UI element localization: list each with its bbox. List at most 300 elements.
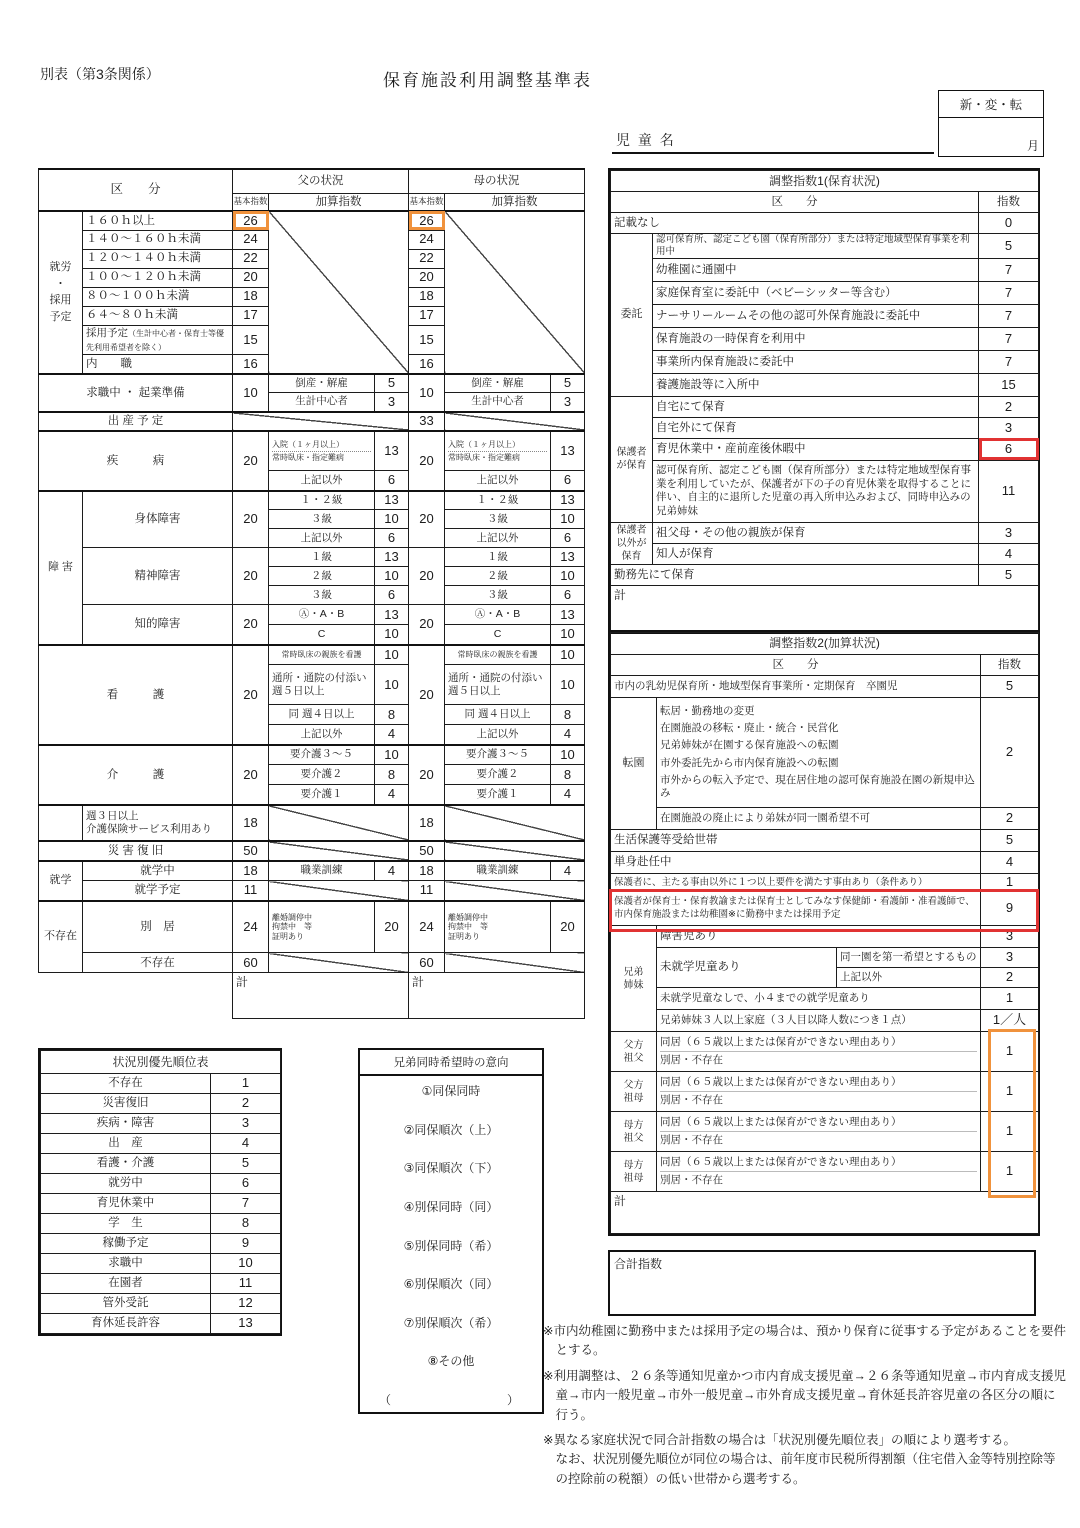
father-basic-value: 16 — [233, 355, 269, 374]
add-value: 13 — [375, 548, 409, 567]
row-label: 認可保育所、認定こども園（保育所部分）または特定地域型保育事業を利用中 — [653, 234, 979, 259]
index-value: 7 — [979, 258, 1039, 281]
add-value: 6 — [551, 529, 585, 548]
group-siblings: 兄弟 姉妹 — [611, 926, 657, 1032]
mother-basic-value-highlighted: 26 — [409, 211, 445, 230]
priority-label: 不存在 — [41, 1074, 211, 1094]
add-label: 倒産・解雇 — [445, 374, 551, 393]
col-header-add: 加算指数 — [269, 193, 409, 211]
row-label-care: 介 護 — [39, 745, 233, 805]
priority-rank: 5 — [211, 1154, 281, 1174]
add-value: 13 — [551, 491, 585, 510]
add-value: 6 — [375, 529, 409, 548]
add-value: 4 — [551, 725, 585, 745]
row-label: 在園施設の廃止により弟妹が同一園希望不可 — [657, 808, 981, 830]
footnote-3: ※異なる家庭状況で同合計指数の場合は「状況別優先順位表」の順により選考する。 — [543, 1432, 1016, 1447]
month-label: 月 — [1026, 139, 1039, 153]
father-basic-value: 18 — [233, 805, 269, 841]
add-value: 4 — [375, 725, 409, 745]
diagonal-cell — [445, 881, 585, 901]
index-value: 3 — [981, 926, 1039, 948]
col-header-add: 加算指数 — [445, 193, 585, 211]
father-basic-value: 20 — [233, 745, 269, 805]
mother-basic-value: 18 — [409, 861, 445, 881]
add-label: 要介護１ — [445, 785, 551, 805]
doc-reference: 別表（第3条関係） — [40, 66, 160, 82]
index-value: 3 — [979, 417, 1039, 438]
add-label: 上記以外 — [269, 529, 375, 548]
add-value: 10 — [375, 625, 409, 645]
priority-label: 育休延長許容 — [41, 1314, 211, 1334]
father-basic-value: 20 — [233, 548, 269, 605]
add-label: 同 週４日以上 — [445, 705, 551, 725]
row-label: 保護者に、主たる事由以外に１つ以上要件を満たす事由あり（条件あり） — [611, 874, 981, 892]
row-label: 単身赴任中 — [611, 852, 981, 874]
add-value: 4 — [551, 861, 585, 881]
sibling-option-other-blank: （ ） — [378, 1393, 523, 1407]
row-label: 不存在 — [83, 953, 233, 973]
priority-label: 出 産 — [41, 1134, 211, 1154]
month-cell — [939, 118, 1043, 156]
row-label: 兄弟姉妹３人以上家庭（３人目以降人数につき１点） — [657, 1010, 981, 1032]
index-value: 5 — [981, 676, 1039, 698]
add-label: １級 — [269, 548, 375, 567]
index-value: 7 — [979, 281, 1039, 304]
child-name-underline — [612, 152, 934, 154]
sibling-option: ⑥別保順次（同） — [403, 1277, 499, 1292]
add-value: 20 — [375, 901, 409, 953]
father-basic-value-highlighted: 26 — [233, 211, 269, 230]
row-label: 同居（６５歳以上または保育ができない理由あり） 別居・不存在 — [657, 1112, 981, 1152]
index-value: 4 — [979, 543, 1039, 564]
adjustment-index2-table — [608, 630, 1040, 1236]
mother-basic-value: 24 — [409, 901, 445, 953]
add-label: Ⓐ・A・B — [445, 605, 551, 625]
row-label: １６０ｈ以上 — [83, 211, 233, 230]
sibling-intent-table — [358, 1048, 544, 1414]
mother-basic-value: 15 — [409, 325, 445, 355]
index-value-highlighted: 6 — [979, 438, 1039, 460]
index-value: 0 — [979, 213, 1039, 234]
priority-rank: 10 — [211, 1254, 281, 1274]
add-label: 入院（１ヶ月以上） 常時臥床・指定難病 — [269, 431, 375, 471]
mother-basic-value: 20 — [409, 431, 445, 491]
total-index-box — [608, 1250, 1036, 1316]
adj2-title: 調整指数2(加算状況) — [611, 633, 1039, 655]
group-guardian-care: 保護者 が保育 — [611, 396, 653, 522]
add-label: Ⓐ・A・B — [269, 605, 375, 625]
adj1-title: 調整指数1(保育状況) — [611, 171, 1039, 192]
index-value: 4 — [981, 852, 1039, 874]
mother-basic-value: 20 — [409, 605, 445, 645]
add-label: 離婚調停中 拘禁中 等 証明あり — [269, 901, 375, 953]
add-label: １・２級 — [269, 491, 375, 510]
row-label: ６４～８０ｈ未満 — [83, 306, 233, 325]
row-label: 精神障害 — [83, 548, 233, 605]
add-label: 要介護３～５ — [269, 745, 375, 765]
row-label: １００～１２０ｈ未満 — [83, 268, 233, 287]
sibling-option: ④別保同時（同） — [403, 1199, 499, 1214]
add-value: 20 — [551, 901, 585, 953]
priority-rank: 13 — [211, 1314, 281, 1334]
row-label: 就学予定 — [83, 881, 233, 901]
diagonal-cell — [269, 805, 409, 841]
add-value: 13 — [375, 431, 409, 471]
row-label: 事業所内保育施設に委託中 — [653, 350, 979, 373]
row-label-jobseek: 求職中 ・ 起業準備 — [39, 374, 233, 412]
index-value: 1 — [981, 1032, 1039, 1072]
mother-basic-value: 20 — [409, 645, 445, 745]
add-label: C — [445, 625, 551, 645]
add-value: 13 — [375, 491, 409, 510]
row-label: 別 居 — [83, 901, 233, 953]
priority-label: 学 生 — [41, 1214, 211, 1234]
footnote-2: ※利用調整は、２６条等通知児童かつ市内育成支援児童→２６条等通知児童→市内育成支援児童→市内一般児童→市外一般児童→市外育成支援児童→育休延長許容児童の各区分の順に行う。 — [543, 1368, 1066, 1422]
priority-label: 在園者 — [41, 1274, 211, 1294]
parent-status-table — [38, 168, 585, 1019]
row-label: ８０～１００ｈ未満 — [83, 287, 233, 306]
add-label: 上記以外 — [269, 725, 375, 745]
row-label: 生活保護等受給世帯 — [611, 830, 981, 852]
priority-label: 看護・介護 — [41, 1154, 211, 1174]
father-basic-value: 15 — [233, 325, 269, 355]
row-label-illness: 疾 病 — [39, 431, 233, 491]
mother-basic-value: 24 — [409, 230, 445, 249]
add-value: 8 — [551, 765, 585, 785]
add-value: 13 — [551, 605, 585, 625]
add-label: 入院（１ヶ月以上） 常時臥床・指定難病 — [445, 431, 551, 471]
add-label: 同 週４日以上 — [269, 705, 375, 725]
adjustment-index1-table — [608, 168, 1040, 634]
father-basic-value: 20 — [233, 605, 269, 645]
adj1-kubun-header: 区 分 — [611, 192, 979, 213]
add-value: 13 — [375, 605, 409, 625]
row-label: 知的障害 — [83, 605, 233, 645]
priority-title: 状況別優先順位表 — [41, 1051, 281, 1074]
mother-basic-value: 18 — [409, 287, 445, 306]
row-sublabel: 同一園を第一希望とするもの — [837, 948, 981, 968]
row-label: １４０～１６０ｈ未満 — [83, 230, 233, 249]
group-paternal-grandfather: 父方 祖父 — [611, 1032, 657, 1072]
add-label: 常時臥床の親族を看護 — [445, 645, 551, 665]
mother-basic-value: 18 — [409, 805, 445, 841]
row-label: 未就学児童なしで、小４までの就学児童あり — [657, 988, 981, 1010]
add-value: 4 — [375, 861, 409, 881]
index-value: 3 — [979, 522, 1039, 543]
father-basic-value: 50 — [233, 841, 269, 861]
row-label: 身体障害 — [83, 491, 233, 548]
adj2-index-header: 指数 — [981, 655, 1039, 676]
empty-group-cell — [39, 805, 83, 841]
mother-basic-value: 33 — [409, 412, 445, 431]
add-label: 生計中心者 — [445, 393, 551, 412]
add-value: 10 — [375, 510, 409, 529]
total-index-label: 合計指数 — [614, 1257, 663, 1271]
row-label-childcare-worker: 保護者が保育士・保育教諭または保育士としてみなす保健師・看護師・准看護師で、市内保育施設または幼稚園※に勤務中または採用予定 — [611, 892, 981, 926]
sibling-intent-title: 兄弟同時希望時の意向 — [360, 1050, 542, 1076]
group-consign: 委託 — [611, 234, 653, 397]
add-label: 職業訓練 — [269, 861, 375, 881]
row-label-parental-leave: 育児休業中・産前産後休暇中 — [653, 438, 979, 460]
application-type-label: 新・変・転 — [939, 91, 1043, 118]
add-value: 10 — [551, 745, 585, 765]
index-value: 7 — [979, 327, 1039, 350]
add-value: 13 — [551, 548, 585, 567]
row-label-careservice: 週３日以上 介護保険サービス利用あり — [83, 805, 233, 841]
add-value: 10 — [551, 510, 585, 529]
add-label: 生計中心者 — [269, 393, 375, 412]
add-value: 10 — [375, 567, 409, 586]
doc-title: 保育施設利用調整基準表 — [383, 71, 592, 90]
adj2-total-cell: 計 — [611, 1192, 1039, 1234]
add-value: 10 — [375, 745, 409, 765]
index-value-highlighted: 9 — [981, 892, 1039, 926]
index-value: 1 — [981, 1152, 1039, 1192]
group-school: 就学 — [39, 861, 83, 901]
add-label: 要介護２ — [269, 765, 375, 785]
row-label: 自宅にて保育 — [653, 396, 979, 417]
father-basic-value: 22 — [233, 249, 269, 268]
add-label: ２級 — [445, 567, 551, 586]
row-label: 家庭保育室に委託中（ベビーシッター等含む） — [653, 281, 979, 304]
col-header-father: 父の状況 — [233, 169, 409, 193]
diagonal-cell — [445, 805, 585, 841]
add-value: 8 — [375, 705, 409, 725]
add-label: 上記以外 — [445, 471, 551, 491]
group-maternal-grandfather: 母方 祖父 — [611, 1112, 657, 1152]
index-value: 2 — [981, 968, 1039, 988]
add-label: 倒産・解雇 — [269, 374, 375, 393]
diagonal-cell — [269, 841, 409, 861]
adj1-index-header: 指数 — [979, 192, 1039, 213]
priority-label: 管外受託 — [41, 1294, 211, 1314]
diagonal-cell — [269, 953, 409, 973]
mother-basic-value: 17 — [409, 306, 445, 325]
index-value: 2 — [981, 698, 1039, 808]
sibling-option: ⑤別保同時（希） — [403, 1238, 499, 1253]
add-label: １・２級 — [445, 491, 551, 510]
add-value: 6 — [375, 471, 409, 491]
footnote-1: ※市内幼稚園に勤務中または採用予定の場合は、預かり保育に従事する予定があることを要件とする。 — [543, 1324, 1066, 1358]
col-header-kubun: 区 分 — [39, 169, 233, 211]
father-basic-value: 60 — [233, 953, 269, 973]
diagonal-cell — [445, 412, 585, 431]
priority-rank: 6 — [211, 1174, 281, 1194]
mother-basic-value: 16 — [409, 355, 445, 374]
father-basic-value: 18 — [233, 287, 269, 306]
add-value: 10 — [551, 567, 585, 586]
adj1-total-cell: 計 — [611, 585, 1039, 631]
priority-label: 就労中 — [41, 1174, 211, 1194]
footnote-3-continued: なお、状況別優先順位が同位の場合は、前年度市民税所得割額（住宅借入金等特別控除等の控除前の税額）の低い世帯から選考する。 — [555, 1452, 1056, 1486]
add-value: 10 — [375, 645, 409, 665]
row-label: 幼稚園に通園中 — [653, 258, 979, 281]
row-label: 知人が保育 — [653, 543, 979, 564]
priority-label: 求職中 — [41, 1254, 211, 1274]
add-label: ３級 — [269, 510, 375, 529]
father-basic-value: 10 — [233, 374, 269, 412]
add-value: 10 — [551, 625, 585, 645]
mother-basic-value: 10 — [409, 374, 445, 412]
index-value: 5 — [981, 830, 1039, 852]
add-label: 要介護１ — [269, 785, 375, 805]
add-label: 常時臥床の親族を看護 — [269, 645, 375, 665]
row-label: 同居（６５歳以上または保育ができない理由あり） 別居・不存在 — [657, 1072, 981, 1112]
index-value: 11 — [979, 460, 1039, 522]
add-value: 10 — [551, 645, 585, 665]
priority-rank: 1 — [211, 1074, 281, 1094]
father-basic-value: 20 — [233, 268, 269, 287]
add-value: 13 — [551, 431, 585, 471]
group-nonguardian-care: 保護者 以外が 保育 — [611, 522, 653, 564]
diagonal-cell — [445, 841, 585, 861]
group-disability: 障 害 — [39, 491, 83, 645]
add-value: 5 — [551, 374, 585, 393]
add-label: ３級 — [445, 510, 551, 529]
father-basic-value: 20 — [233, 645, 269, 745]
priority-rank: 4 — [211, 1134, 281, 1154]
index-value: 15 — [979, 373, 1039, 396]
add-label: ３級 — [445, 586, 551, 605]
mother-basic-value: 20 — [409, 548, 445, 605]
row-label: 未就学児童あり — [657, 948, 837, 988]
priority-rank: 9 — [211, 1234, 281, 1254]
group-paternal-grandmother: 父方 祖母 — [611, 1072, 657, 1112]
father-total-cell: 計 — [233, 973, 409, 1019]
mother-basic-value: 60 — [409, 953, 445, 973]
add-value: 8 — [551, 705, 585, 725]
mother-basic-value: 20 — [409, 745, 445, 805]
priority-rank: 7 — [211, 1194, 281, 1214]
col-header-basic: 基本指数 — [409, 193, 445, 211]
mother-basic-value: 20 — [409, 491, 445, 548]
add-label: １級 — [445, 548, 551, 567]
row-label: 保育施設の一時保育を利用中 — [653, 327, 979, 350]
mother-basic-value: 50 — [409, 841, 445, 861]
priority-rank: 12 — [211, 1294, 281, 1314]
index-value: 1／人 — [981, 1010, 1039, 1032]
row-label: 採用予定（生計中心者・保育士等優先利用希望者を除く） — [83, 325, 233, 355]
add-label: 職業訓練 — [445, 861, 551, 881]
child-name-label: 児 童 名 — [616, 132, 676, 148]
priority-rank: 8 — [211, 1214, 281, 1234]
sibling-intent-options — [360, 1076, 542, 1412]
father-basic-value: 24 — [233, 901, 269, 953]
row-label: 養護施設等に入所中 — [653, 373, 979, 396]
diagonal-cell — [269, 211, 409, 374]
add-label: 上記以外 — [445, 529, 551, 548]
row-label: 認可保育所、認定こども園（保育所部分）または特定地域型保育事業を利用していたが、保護者が下の子の育児休業を取得することに伴い、自主的に退所した児童の再入所申込みおよび、同時申込みの兄弟姉妹 — [653, 460, 979, 522]
index-value: 1 — [981, 988, 1039, 1010]
row-label: 内 職 — [83, 355, 233, 374]
group-transfer: 転園 — [611, 698, 657, 830]
add-label: 上記以外 — [269, 471, 375, 491]
priority-label: 災害復旧 — [41, 1094, 211, 1114]
index-value: 1 — [981, 874, 1039, 892]
add-value: 4 — [551, 785, 585, 805]
row-label: 勤務先にて保育 — [611, 564, 979, 585]
mother-basic-value: 11 — [409, 881, 445, 901]
priority-rank: 11 — [211, 1274, 281, 1294]
row-label: 祖父母・その他の親族が保育 — [653, 522, 979, 543]
row-label: 障害児あり — [657, 926, 981, 948]
add-label: 通所・通院の付添い 週５日以上 — [445, 665, 551, 705]
add-label: 要介護３～５ — [445, 745, 551, 765]
diagonal-cell — [233, 412, 409, 431]
row-label: １２０～１４０ｈ未満 — [83, 249, 233, 268]
add-value: 3 — [551, 393, 585, 412]
add-value: 10 — [551, 665, 585, 705]
transfer-reasons-cell: 転居・勤務地の変更 在園施設の移転・廃止・統合・民営化 兄弟姉妹が在園する保育施設への転園 市外委託先から市内保育施設への転園 市外からの転入予定で、現在居住地の認可保育施設在園の新規申込み — [657, 698, 981, 808]
priority-rank: 2 — [211, 1094, 281, 1114]
index-value: 3 — [981, 948, 1039, 968]
add-value: 4 — [375, 785, 409, 805]
mother-basic-value: 22 — [409, 249, 445, 268]
father-basic-value: 20 — [233, 491, 269, 548]
index-value: 7 — [979, 350, 1039, 373]
add-value: 5 — [375, 374, 409, 393]
diagonal-cell — [269, 881, 409, 901]
row-label-disaster: 災 害 復 旧 — [39, 841, 233, 861]
priority-table — [38, 1048, 282, 1336]
add-value: 6 — [551, 586, 585, 605]
sibling-option: ②同保順次（上） — [403, 1122, 499, 1137]
add-value: 3 — [375, 393, 409, 412]
priority-label: 稼働予定 — [41, 1234, 211, 1254]
index-value: 2 — [979, 396, 1039, 417]
row-label: ナーサリールームその他の認可外保育施設に委託中 — [653, 304, 979, 327]
index-value: 7 — [979, 304, 1039, 327]
add-value: 8 — [375, 765, 409, 785]
father-basic-value: 24 — [233, 230, 269, 249]
father-basic-value: 20 — [233, 431, 269, 491]
add-label: ３級 — [269, 586, 375, 605]
group-absence: 不存在 — [39, 901, 83, 973]
col-header-mother: 母の状況 — [409, 169, 585, 193]
row-label: 市内の乳幼児保育所・地域型保育事業所・定期保育 卒園児 — [611, 676, 981, 698]
sibling-option: ①同保同時 — [421, 1084, 481, 1098]
row-label: 同居（６５歳以上または保育ができない理由あり） 別居・不存在 — [657, 1032, 981, 1072]
void-cell — [39, 973, 233, 1019]
row-label: 同居（６５歳以上または保育ができない理由あり） 別居・不存在 — [657, 1152, 981, 1192]
row-label: 記載なし — [611, 213, 979, 234]
add-label: C — [269, 625, 375, 645]
father-basic-value: 17 — [233, 306, 269, 325]
sibling-option: ⑧その他 — [427, 1354, 475, 1369]
add-label: 離婚調停中 拘禁中 等 証明あり — [445, 901, 551, 953]
index-value: 1 — [981, 1112, 1039, 1152]
mother-basic-value: 20 — [409, 268, 445, 287]
footnotes — [543, 1322, 1067, 1495]
add-value: 10 — [375, 665, 409, 705]
add-label: 通所・通院の付添い 週５日以上 — [269, 665, 375, 705]
add-label: ２級 — [269, 567, 375, 586]
row-label-birth: 出 産 予 定 — [39, 412, 233, 431]
row-label: 自宅外にて保育 — [653, 417, 979, 438]
priority-label: 育児休業中 — [41, 1194, 211, 1214]
mother-total-cell: 計 — [409, 973, 585, 1019]
col-header-basic: 基本指数 — [233, 193, 269, 211]
priority-rank: 3 — [211, 1114, 281, 1134]
add-value: 6 — [551, 471, 585, 491]
sibling-option: ⑦別保順次（希） — [403, 1315, 499, 1330]
priority-label: 疾病・障害 — [41, 1114, 211, 1134]
father-basic-value: 11 — [233, 881, 269, 901]
add-label: 上記以外 — [445, 725, 551, 745]
adj2-kubun-header: 区 分 — [611, 655, 981, 676]
row-label-nursing: 看 護 — [39, 645, 233, 745]
diagonal-cell — [445, 211, 585, 374]
